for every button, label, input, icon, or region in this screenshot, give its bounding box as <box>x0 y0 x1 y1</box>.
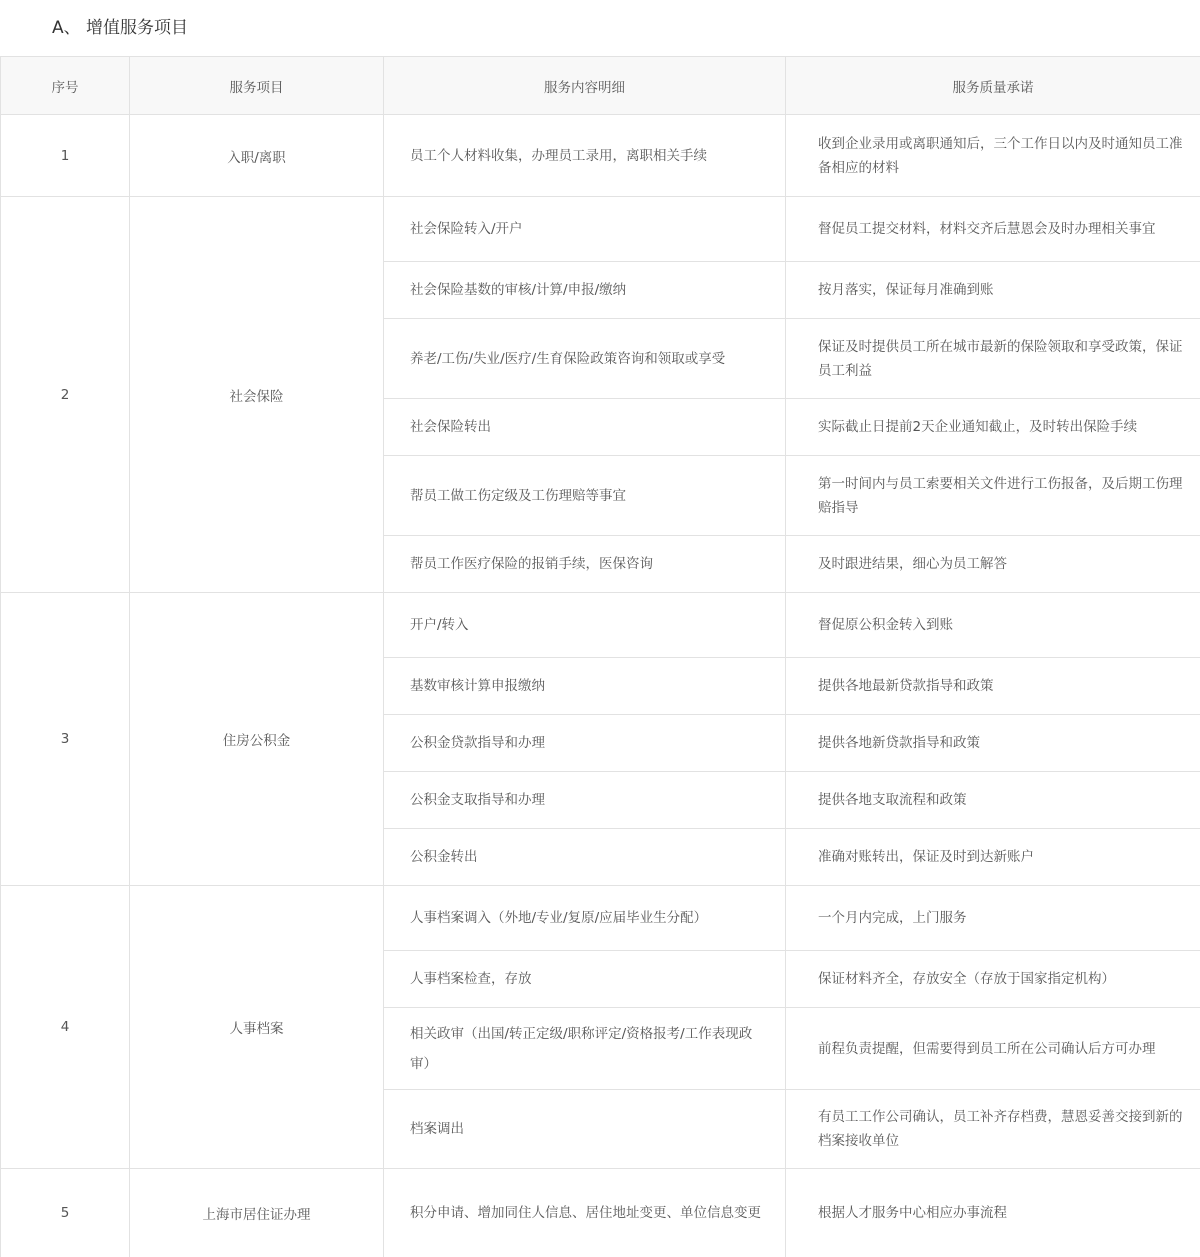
service-promise: 按月落实，保证每月准确到账 <box>786 262 1200 319</box>
service-detail: 相关政审（出国/转正定级/职称评定/资格报考/工作表现政审） <box>384 1008 786 1090</box>
service-detail: 帮员工做工伤定级及工伤理赔等事宜 <box>384 456 786 536</box>
row-number: 2 <box>1 197 130 593</box>
service-detail: 人事档案调入（外地/专业/复原/应届毕业生分配） <box>384 886 786 951</box>
service-promise: 有员工工作公司确认，员工补齐存档费，慧恩妥善交接到新的档案接收单位 <box>786 1090 1200 1169</box>
service-detail: 帮员工作医疗保险的报销手续，医保咨询 <box>384 536 786 593</box>
service-promise: 保证及时提供员工所在城市最新的保险领取和享受政策，保证员工利益 <box>786 319 1200 399</box>
service-detail: 公积金转出 <box>384 829 786 886</box>
service-detail: 员工个人材料收集，办理员工录用，离职相关手续 <box>384 115 786 197</box>
service-detail: 公积金贷款指导和办理 <box>384 715 786 772</box>
service-detail: 公积金支取指导和办理 <box>384 772 786 829</box>
service-promise: 保证材料齐全，存放安全（存放于国家指定机构） <box>786 951 1200 1008</box>
service-detail: 社会保险转入/开户 <box>384 197 786 262</box>
service-detail: 档案调出 <box>384 1090 786 1169</box>
table-row <box>1 593 1200 658</box>
service-item: 上海市居住证办理 <box>130 1169 384 1257</box>
service-item: 住房公积金 <box>130 593 384 886</box>
service-detail: 社会保险基数的审核/计算/申报/缴纳 <box>384 262 786 319</box>
service-promise: 根据人才服务中心相应办事流程 <box>786 1169 1200 1257</box>
header-item: 服务项目 <box>130 57 384 115</box>
service-promise: 提供各地支取流程和政策 <box>786 772 1200 829</box>
section-title: A、 增值服务项目 <box>52 18 189 38</box>
service-detail: 积分申请、增加同住人信息、居住地址变更、单位信息变更 <box>384 1169 786 1257</box>
table-row <box>1 115 1200 197</box>
service-promise: 第一时间内与员工索要相关文件进行工伤报备，及后期工伤理赔指导 <box>786 456 1200 536</box>
service-detail: 基数审核计算申报缴纳 <box>384 658 786 715</box>
service-promise: 提供各地最新贷款指导和政策 <box>786 658 1200 715</box>
service-detail: 养老/工伤/失业/医疗/生育保险政策咨询和领取或享受 <box>384 319 786 399</box>
header-no: 序号 <box>1 57 130 115</box>
service-item: 入职/离职 <box>130 115 384 197</box>
service-detail: 人事档案检查，存放 <box>384 951 786 1008</box>
row-number: 5 <box>1 1169 130 1257</box>
service-table <box>0 56 1200 1257</box>
service-promise: 提供各地新贷款指导和政策 <box>786 715 1200 772</box>
service-promise: 督促员工提交材料，材料交齐后慧恩会及时办理相关事宜 <box>786 197 1200 262</box>
service-promise: 准确对账转出，保证及时到达新账户 <box>786 829 1200 886</box>
header-detail: 服务内容明细 <box>384 57 786 115</box>
row-number: 4 <box>1 886 130 1169</box>
service-promise: 收到企业录用或离职通知后，三个工作日以内及时通知员工准备相应的材料 <box>786 115 1200 197</box>
header-promise: 服务质量承诺 <box>786 57 1200 115</box>
service-promise: 及时跟进结果，细心为员工解答 <box>786 536 1200 593</box>
row-number: 3 <box>1 593 130 886</box>
service-detail: 社会保险转出 <box>384 399 786 456</box>
table-row <box>1 886 1200 951</box>
table-header-row <box>1 57 1200 115</box>
table-row <box>1 1169 1200 1257</box>
service-promise: 前程负责提醒，但需要得到员工所在公司确认后方可办理 <box>786 1008 1200 1090</box>
service-promise: 一个月内完成，上门服务 <box>786 886 1200 951</box>
service-item: 社会保险 <box>130 197 384 593</box>
service-promise: 督促原公积金转入到账 <box>786 593 1200 658</box>
row-number: 1 <box>1 115 130 197</box>
service-item: 人事档案 <box>130 886 384 1169</box>
service-promise: 实际截止日提前2天企业通知截止，及时转出保险手续 <box>786 399 1200 456</box>
service-detail: 开户/转入 <box>384 593 786 658</box>
table-row <box>1 197 1200 262</box>
